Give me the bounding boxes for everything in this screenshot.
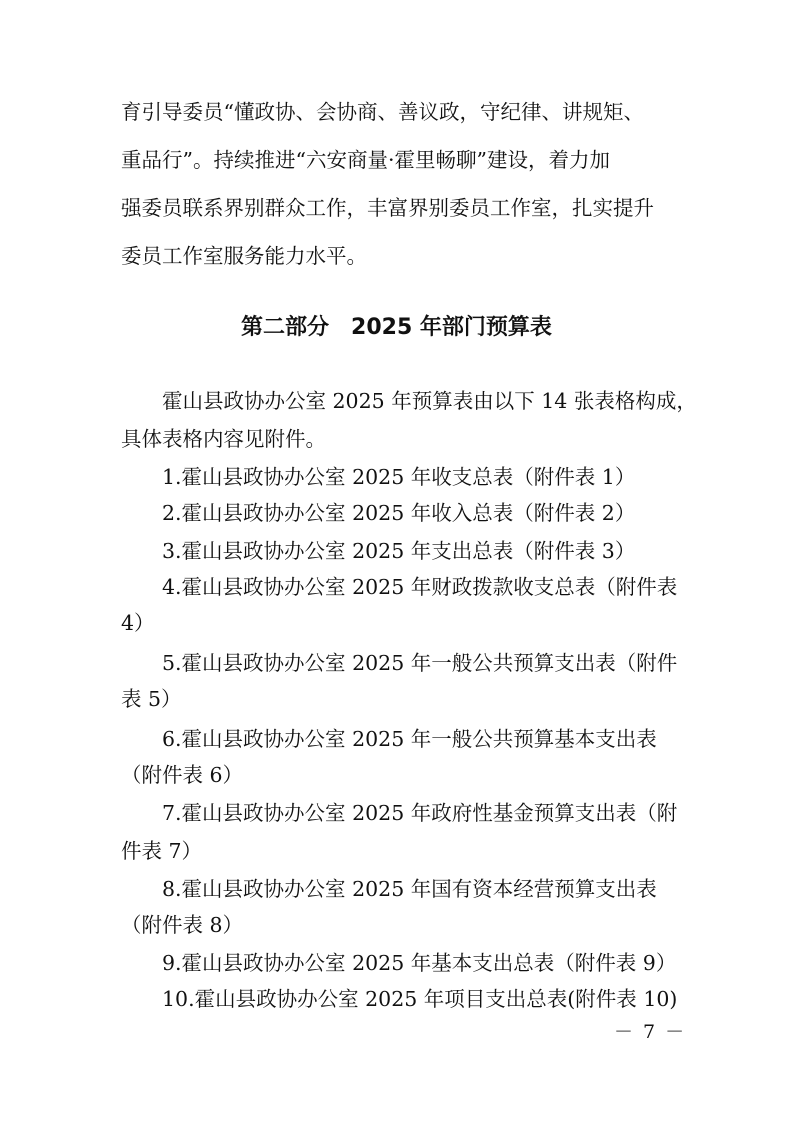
section-heading: 第二部分 2025 年部门预算表: [241, 315, 552, 340]
summary-line: 霍山县政协办公室 2025 年预算表由以下 14 张表格构成，: [162, 389, 697, 413]
list-item: 9.霍山县政协办公室 2025 年基本支出总表（附件表 9）: [162, 951, 677, 975]
list-item: 7.霍山县政协办公室 2025 年政府性基金预算支出表（附: [162, 801, 678, 825]
list-item: 件表 7）: [121, 839, 203, 863]
list-item: （附件表 8）: [121, 913, 244, 937]
intro-line: 强委员联系界别群众工作，丰富界别委员工作室，扎实提升: [121, 196, 654, 220]
list-item: 8.霍山县政协办公室 2025 年国有资本经营预算支出表: [162, 877, 657, 901]
list-item: 4.霍山县政协办公室 2025 年财政拨款收支总表（附件表: [162, 575, 678, 599]
list-item: 2.霍山县政协办公室 2025 年收入总表（附件表 2）: [162, 501, 636, 525]
intro-line: 委员工作室服务能力水平。: [121, 244, 367, 268]
page-number: － 7 －: [614, 1021, 687, 1043]
summary-line: 具体表格内容见附件。: [121, 427, 326, 451]
intro-line: 育引导委员“懂政协、会协商、善议政，守纪律、讲规矩、: [121, 100, 644, 124]
list-item: 6.霍山县政协办公室 2025 年一般公共预算基本支出表: [162, 727, 657, 751]
list-item: 1.霍山县政协办公室 2025 年收支总表（附件表 1）: [162, 465, 636, 489]
list-item: 10.霍山县政协办公室 2025 年项目支出总表(附件表 10): [162, 987, 678, 1011]
list-item: 5.霍山县政协办公室 2025 年一般公共预算支出表（附件: [162, 651, 678, 675]
list-item: 4）: [121, 611, 155, 635]
list-item: 3.霍山县政协办公室 2025 年支出总表（附件表 3）: [162, 539, 636, 563]
list-item: （附件表 6）: [121, 763, 244, 787]
intro-line: 重品行”。持续推进“六安商量·霍里畅聊”建设，着力加: [121, 148, 610, 172]
list-item: 表 5）: [121, 687, 182, 711]
